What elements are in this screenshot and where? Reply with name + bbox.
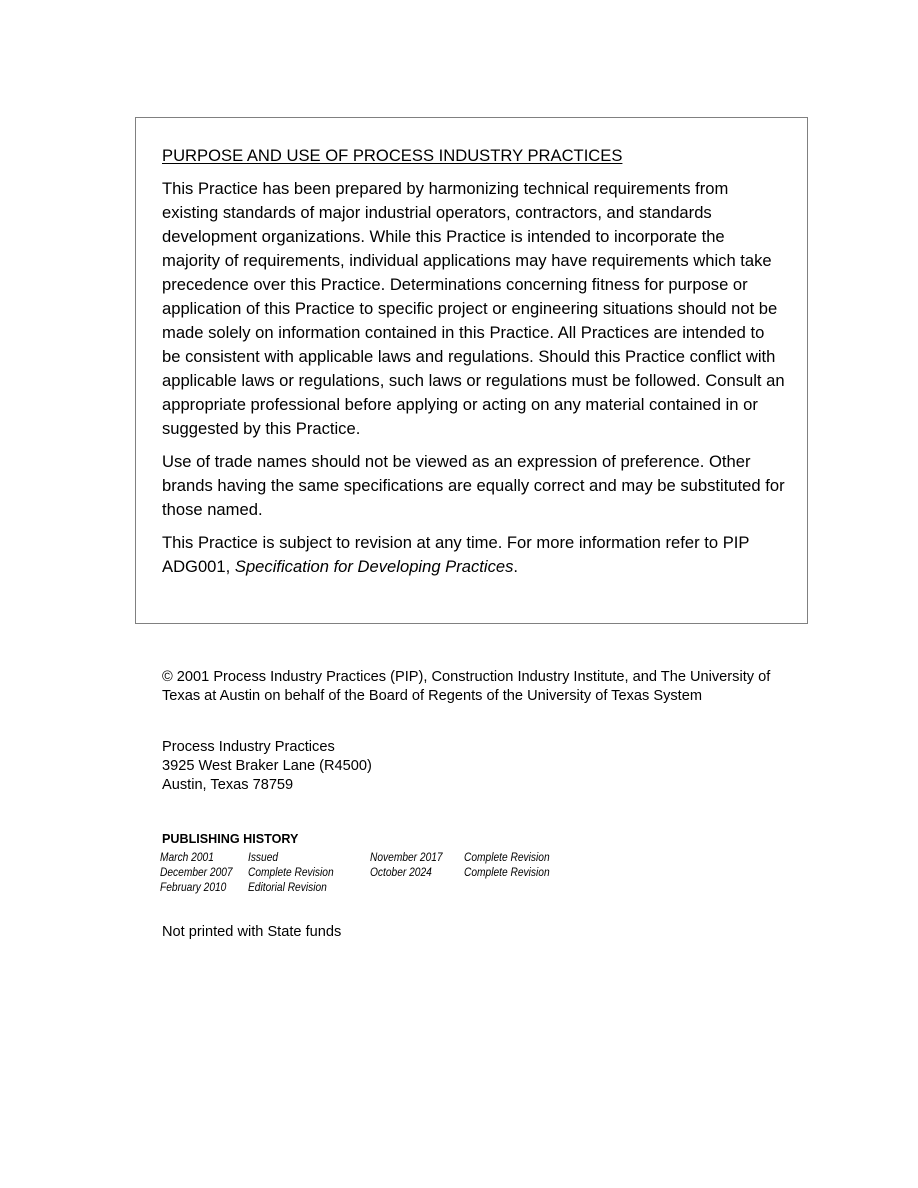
history-type: Issued [248, 851, 279, 864]
address-block [162, 738, 372, 795]
purpose-heading: PURPOSE AND USE OF PROCESS INDUSTRY PRACTICES [162, 146, 623, 165]
history-type: Complete Revision [248, 866, 334, 879]
copyright-notice: © 2001 Process Industry Practices (PIP), Construction Industry Institute, and The University of Texas at Austin on behalf of the Board of Regents of the University of Texas System [162, 669, 771, 704]
address-line-1: Process Industry Practices [162, 739, 335, 755]
history-type: Editorial Revision [248, 881, 327, 894]
history-type: Complete Revision [464, 851, 550, 864]
footer-note: Not printed with State funds [162, 924, 342, 940]
history-date: March 2001 [160, 851, 214, 864]
purpose-box [135, 117, 808, 624]
publishing-history-heading: PUBLISHING HISTORY [162, 832, 299, 846]
purpose-paragraph-3 [162, 531, 785, 579]
purpose-paragraph-3-text: This Practice is subject to revision at any time. For more information refer to PIP ADG001, [162, 533, 750, 576]
purpose-paragraph-1: This Practice has been prepared by harmonizing technical requirements from existing standards of major industrial operators, contractors, and standards development organizations. While this Practice is intended to incorporate the majority of requirements, individual applications may have requirements which take precedence over this Practice. Determinations concerning fitness for purpose or application of this Practice to specific project or engineering situations should not be made solely on information contained in this Practice. All Practices are intended to be consistent with applicable laws and regulations. Should this Practice conflict with applicable laws or regulations, such laws or regulations must be followed. Consult an appropriate professional before applying or acting on any material contained in or suggested by this Practice. [162, 179, 785, 438]
history-date: December 2007 [160, 866, 233, 879]
spec-title: Specification for Developing Practices [234, 557, 514, 576]
purpose-paragraph-2: Use of trade names should not be viewed as an expression of preference. Other brands having the same specifications are equally correct and may be substituted for those named. [162, 452, 785, 519]
purpose-paragraph-3-suffix: . [513, 557, 519, 576]
history-date: October 2024 [370, 866, 432, 879]
address-line-2: 3925 West Braker Lane (R4500) [162, 758, 372, 774]
history-type: Complete Revision [464, 866, 550, 879]
history-date: February 2010 [160, 881, 227, 894]
history-date: November 2017 [370, 851, 443, 864]
address-line-3: Austin, Texas 78759 [162, 777, 294, 793]
